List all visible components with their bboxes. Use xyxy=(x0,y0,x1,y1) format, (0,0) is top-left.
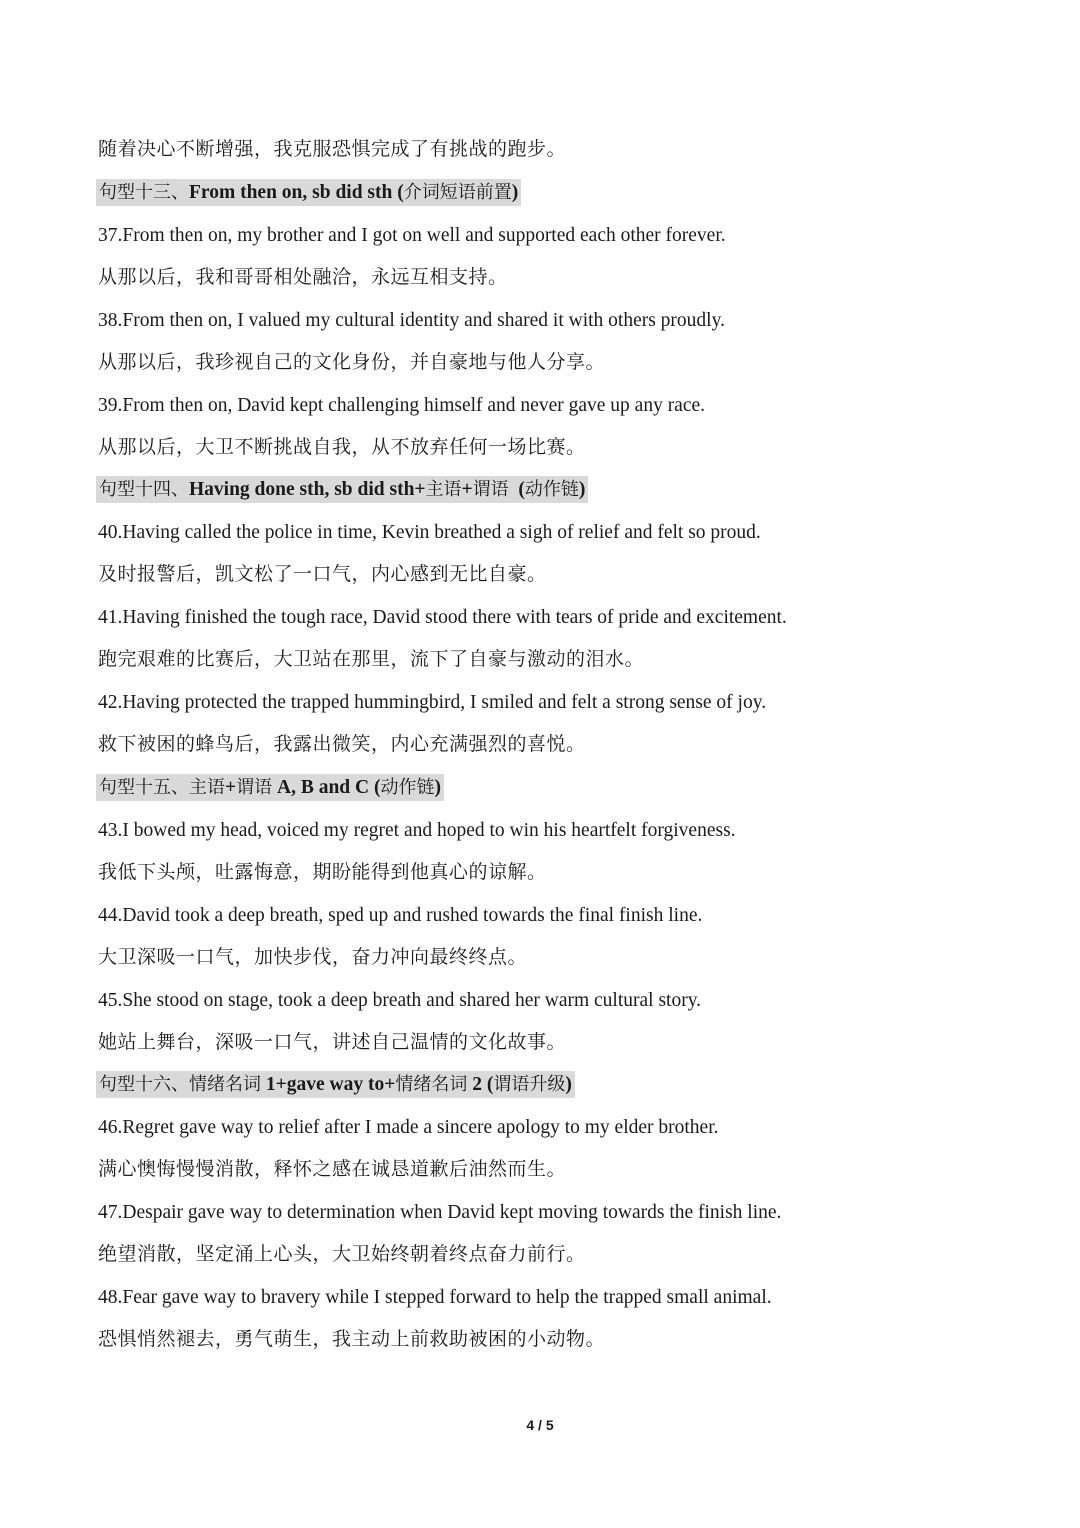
sentence-41-en: 41.Having finished the tough race, David stood there with tears of pride and excitement. xyxy=(98,607,787,628)
sentence-43-en: 43.I bowed my head, voiced my regret and hoped to win his heartfelt forgiveness. xyxy=(98,820,736,841)
heading-pattern2: 2 xyxy=(467,1074,482,1095)
sentence-47-en: 47.Despair gave way to determination when David kept moving towards the finish line. xyxy=(98,1202,782,1223)
sentence-40-en: 40.Having called the police in time, Kevin breathed a sigh of relief and felt so proud. xyxy=(98,522,761,543)
sentence-48-zh: 恐惧悄然褪去，勇气萌生，我主动上前救助被困的小动物。 xyxy=(98,1328,606,1350)
heading-prefix: 句型十六、 xyxy=(99,1074,189,1095)
sentence-38-zh: 从那以后，我珍视自己的文化身份，并自豪地与他人分享。 xyxy=(98,351,606,373)
heading-note-close: ) xyxy=(578,479,586,500)
section-heading-16 xyxy=(96,1071,575,1098)
heading-note-close: ) xyxy=(511,182,519,203)
sentence-39-en: 39.From then on, David kept challenging himself and never gave up any race. xyxy=(98,395,706,416)
heading-note-open: ( xyxy=(508,479,525,500)
heading-pattern-zh1: 主语 xyxy=(425,479,462,500)
section-heading-15 xyxy=(96,774,444,801)
sentence-46-en: 46.Regret gave way to relief after I made a sincere apology to my elder brother. xyxy=(98,1117,719,1138)
heading-pattern-zh2: 谓语 xyxy=(472,479,509,500)
heading-note: 动作链 xyxy=(524,479,579,500)
heading-pattern: From then on, sb did sth xyxy=(189,182,393,203)
heading-note: 动作链 xyxy=(380,777,435,798)
heading-note-close: ) xyxy=(434,777,441,798)
sentence-41-zh: 跑完艰难的比赛后，大卫站在那里，流下了自豪与激动的泪水。 xyxy=(98,648,645,670)
sentence-42-zh: 救下被困的蜂鸟后，我露出微笑，内心充满强烈的喜悦。 xyxy=(98,733,586,755)
heading-pattern-zh1: 主语 xyxy=(189,777,225,798)
sentence-44-en: 44.David took a deep breath, sped up and rushed towards the final finish line. xyxy=(98,905,703,926)
sentence-40-zh: 及时报警后，凯文松了一口气，内心感到无比自豪。 xyxy=(98,563,547,585)
heading-plus: + xyxy=(461,479,473,500)
heading-plus: + xyxy=(225,777,237,798)
heading-note-open: ( xyxy=(392,182,404,203)
sentence-43-zh: 我低下头颅，吐露悔意，期盼能得到他真心的谅解。 xyxy=(98,861,547,883)
sentence-45-zh: 她站上舞台，深吸一口气，讲述自己温情的文化故事。 xyxy=(98,1031,567,1053)
sentence-37-en: 37.From then on, my brother and I got on well and supported each other forever. xyxy=(98,225,726,246)
sentence-39-zh: 从那以后，大卫不断挑战自我，从不放弃任何一场比赛。 xyxy=(98,436,586,458)
sentence-47-zh: 绝望消散，坚定涌上心头，大卫始终朝着终点奋力前行。 xyxy=(98,1243,586,1265)
heading-pattern-zh1: 情绪名词 xyxy=(189,1074,261,1095)
sentence-37-zh: 从那以后，我和哥哥相处融洽，永远互相支持。 xyxy=(98,266,508,288)
intro-line: 随着决心不断增强，我克服恐惧完成了有挑战的跑步。 xyxy=(98,138,567,160)
heading-note: 谓语升级 xyxy=(493,1074,566,1095)
heading-note-close: ) xyxy=(565,1074,572,1095)
sentence-45-en: 45.She stood on stage, took a deep breath and shared her warm cultural story. xyxy=(98,990,702,1011)
sentence-38-en: 38.From then on, I valued my cultural identity and shared it with others proudly. xyxy=(98,310,725,331)
heading-pattern: A, B and C xyxy=(272,777,370,798)
heading-pattern: Having done sth, sb did sth+ xyxy=(189,479,426,500)
section-heading-14 xyxy=(96,476,588,503)
heading-note-open: ( xyxy=(481,1074,494,1095)
sentence-46-zh: 满心懊悔慢慢消散，释怀之感在诚恳道歉后油然而生。 xyxy=(98,1158,567,1180)
sentence-48-en: 48.Fear gave way to bravery while I stepped forward to help the trapped small animal. xyxy=(98,1287,772,1308)
heading-note: 介词短语前置 xyxy=(403,182,512,203)
heading-pattern: 1+gave way to+ xyxy=(261,1074,396,1095)
section-heading-13 xyxy=(96,179,521,206)
heading-pattern-zh2: 谓语 xyxy=(236,777,273,798)
heading-prefix: 句型十三、 xyxy=(99,182,189,203)
heading-note-open: ( xyxy=(369,777,381,798)
sentence-42-en: 42.Having protected the trapped hummingbird, I smiled and felt a strong sense of joy. xyxy=(98,692,767,713)
heading-prefix: 句型十五、 xyxy=(99,777,189,798)
page-number: 4 / 5 xyxy=(526,1417,554,1433)
heading-pattern-zh2: 情绪名词 xyxy=(395,1074,468,1095)
sentence-44-zh: 大卫深吸一口气，加快步伐，奋力冲向最终终点。 xyxy=(98,946,528,968)
heading-prefix: 句型十四、 xyxy=(99,479,189,500)
